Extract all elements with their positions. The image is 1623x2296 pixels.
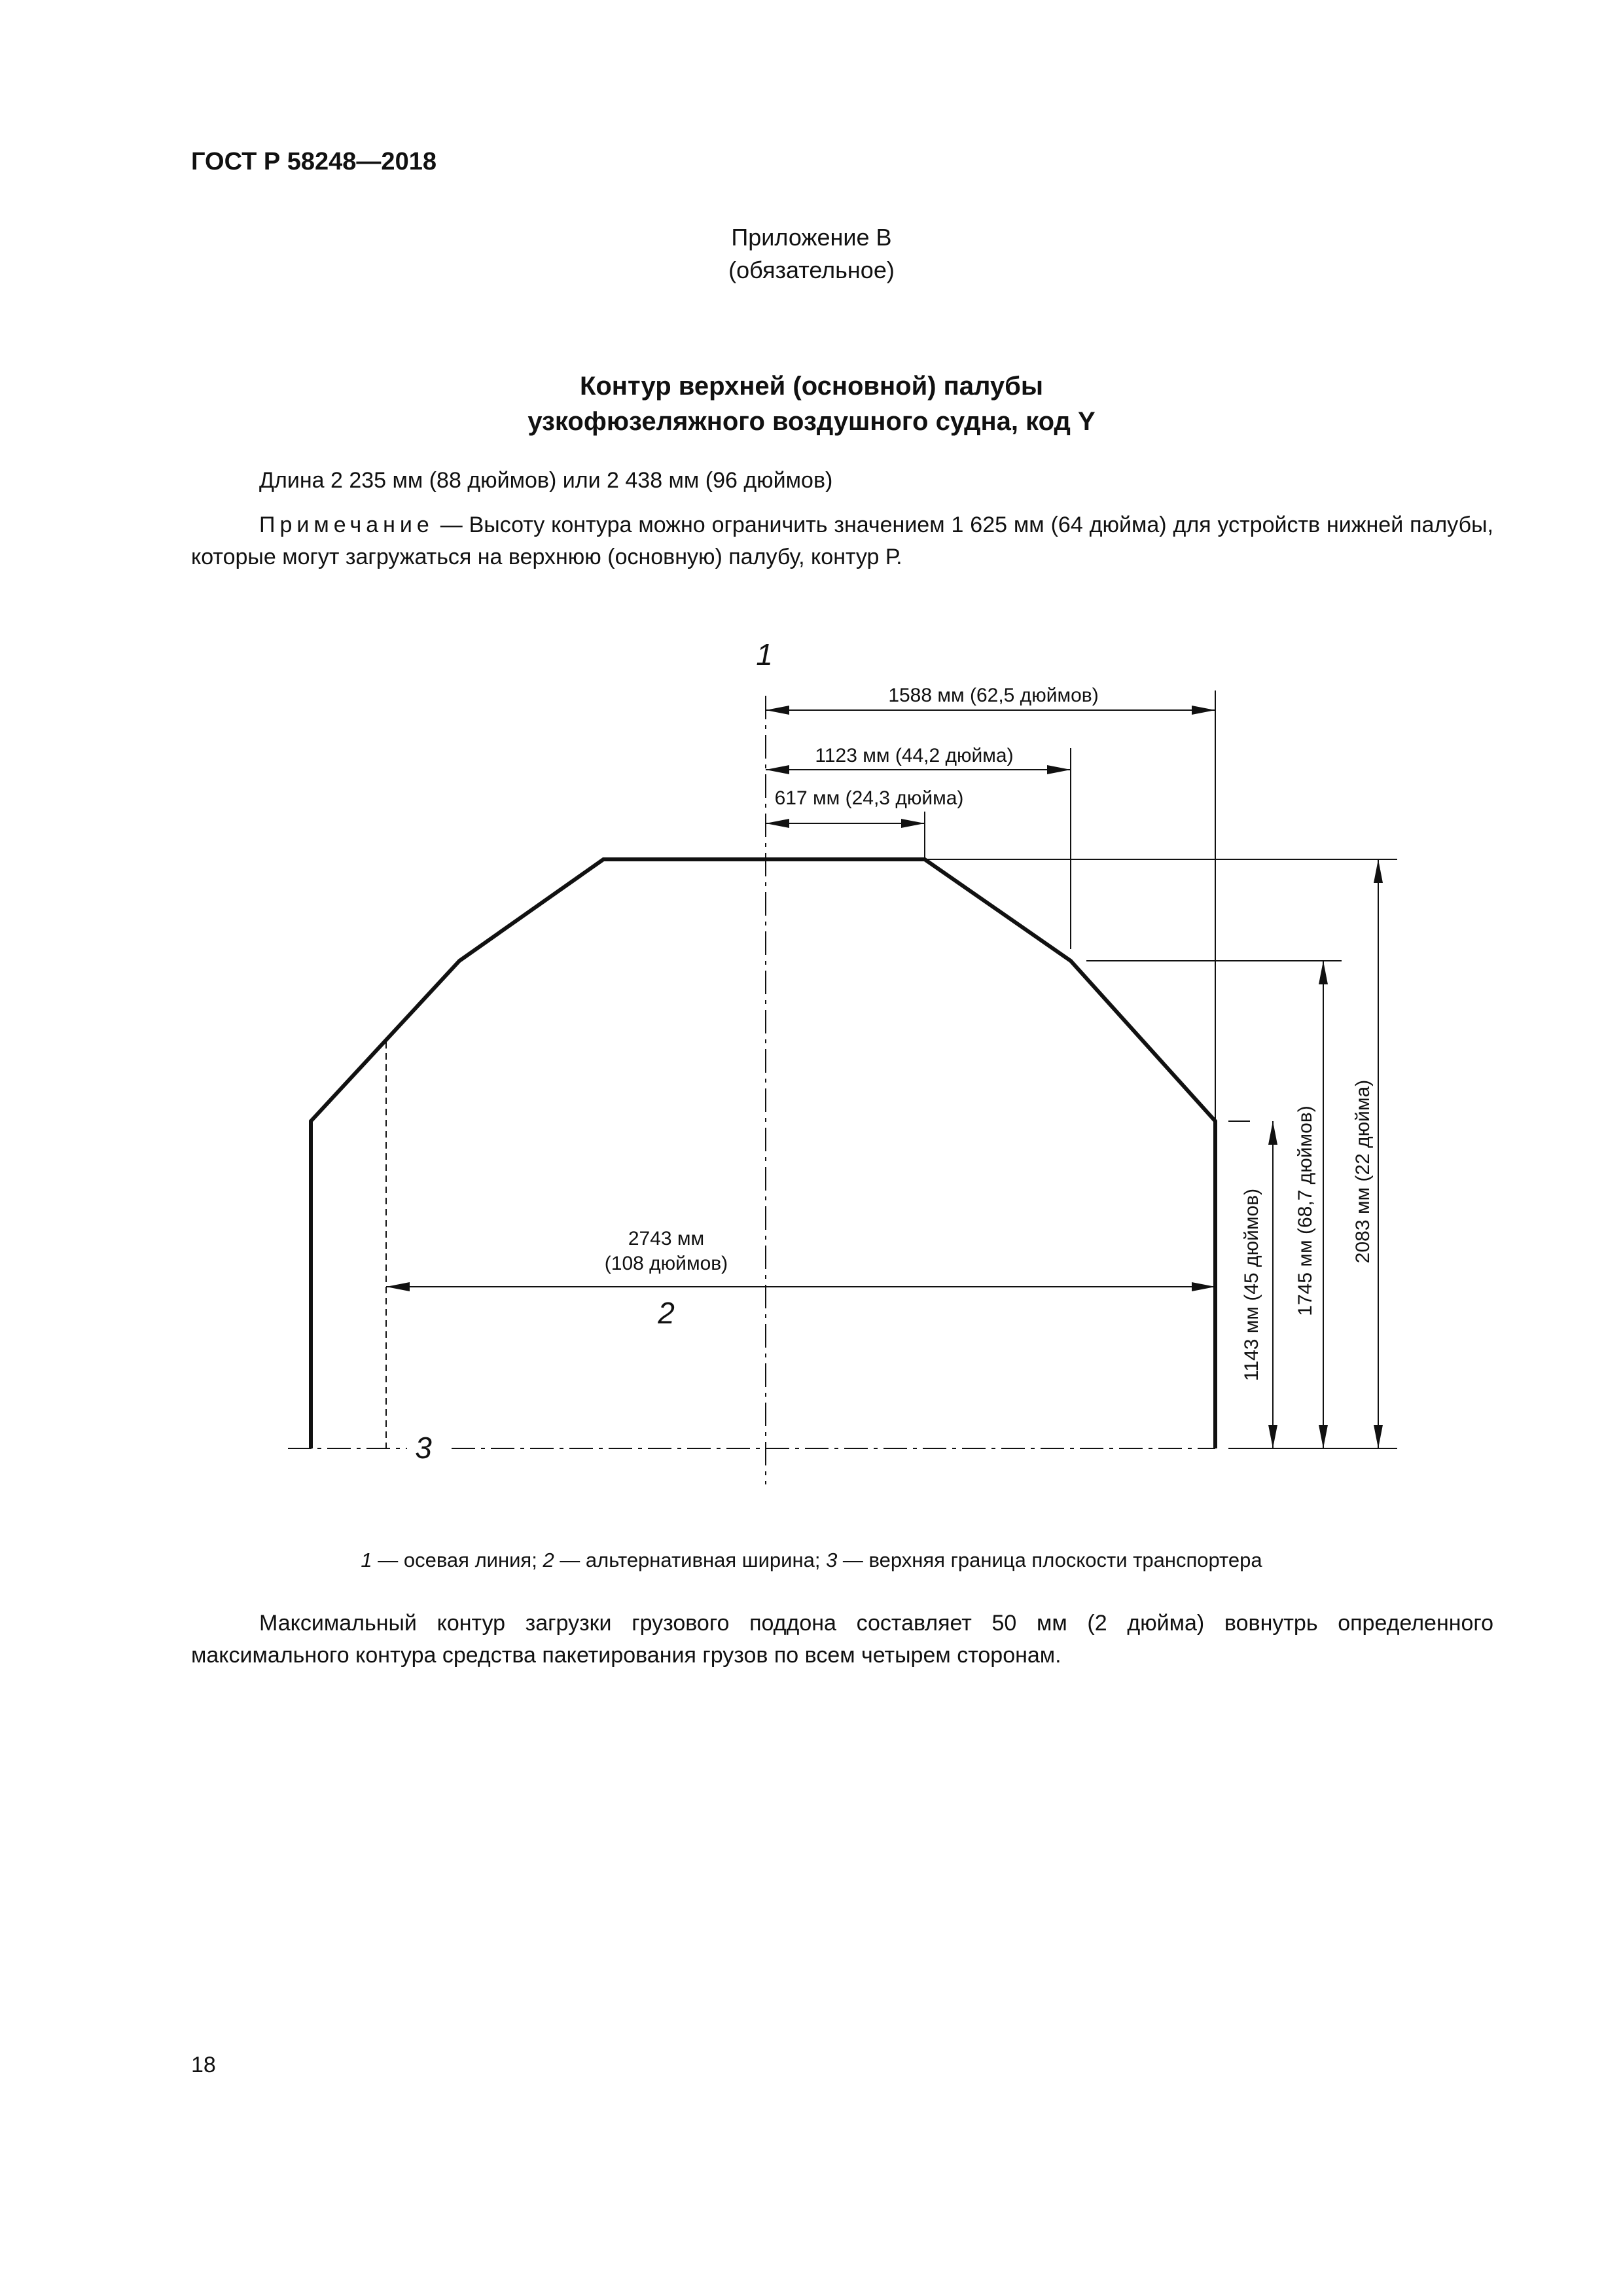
annex-title: Приложение В — [731, 224, 892, 251]
label-axis-1: 1 — [756, 637, 773, 672]
caption-text-3: — верхняя граница плоскости транспортера — [837, 1549, 1262, 1571]
length-paragraph: Длина 2 235 мм (88 дюймов) или 2 438 мм (96 дюймов) — [259, 468, 833, 493]
dim-text-2083: 2083 мм (22 дюйма) — [1352, 1079, 1374, 1264]
label-base-3: 3 — [415, 1431, 432, 1465]
label-alt-width-2: 2 — [658, 1296, 675, 1330]
final-paragraph: Максимальный контур загрузки грузового поддона составляет 50 мм (2 дюйма) вовнутрь определенного максимального контура средства пакетирования грузов по всем четырем сторонам. — [191, 1611, 1493, 1668]
annex-status: (обязательное) — [728, 257, 895, 283]
dim-text-1143: 1143 мм (45 дюймов) — [1241, 1188, 1262, 1382]
caption-num-2: 2 — [543, 1549, 554, 1571]
caption-text-1: — осевая линия; — [372, 1549, 543, 1571]
dim-text-1588: 1588 мм (62,5 дюймов) — [888, 685, 1099, 706]
contour-outline — [311, 859, 1215, 1448]
caption-num-3: 3 — [826, 1549, 838, 1571]
figure-caption — [0, 1549, 1623, 1572]
dim-text-2743-line1: 2743 мм — [628, 1228, 705, 1249]
page-number: 18 — [191, 2053, 216, 2077]
document-code: ГОСТ Р 58248—2018 — [191, 148, 437, 175]
note-label: Примечание — [259, 512, 434, 537]
dim-text-2743-line2: (108 дюймов) — [604, 1253, 728, 1274]
note-text: — Высоту контура можно ограничить значением 1 625 мм (64 дюйма) для устройств нижней палубы, которые могут загружаться на верхнюю (основную) палубу, контур Р. — [191, 512, 1493, 569]
dim-text-1745: 1745 мм (68,7 дюймов) — [1294, 1105, 1316, 1316]
dim-text-1123: 1123 мм (44,2 дюйма) — [815, 745, 1014, 766]
section-heading-line2: узкофюзеляжного воздушного судна, код Y — [527, 407, 1096, 436]
section-heading-line1: Контур верхней (основной) палубы — [579, 372, 1044, 401]
caption-num-1: 1 — [361, 1549, 372, 1571]
dim-text-617: 617 мм (24,3 дюйма) — [774, 787, 964, 809]
caption-text-2: — альтернативная ширина; — [554, 1549, 827, 1571]
